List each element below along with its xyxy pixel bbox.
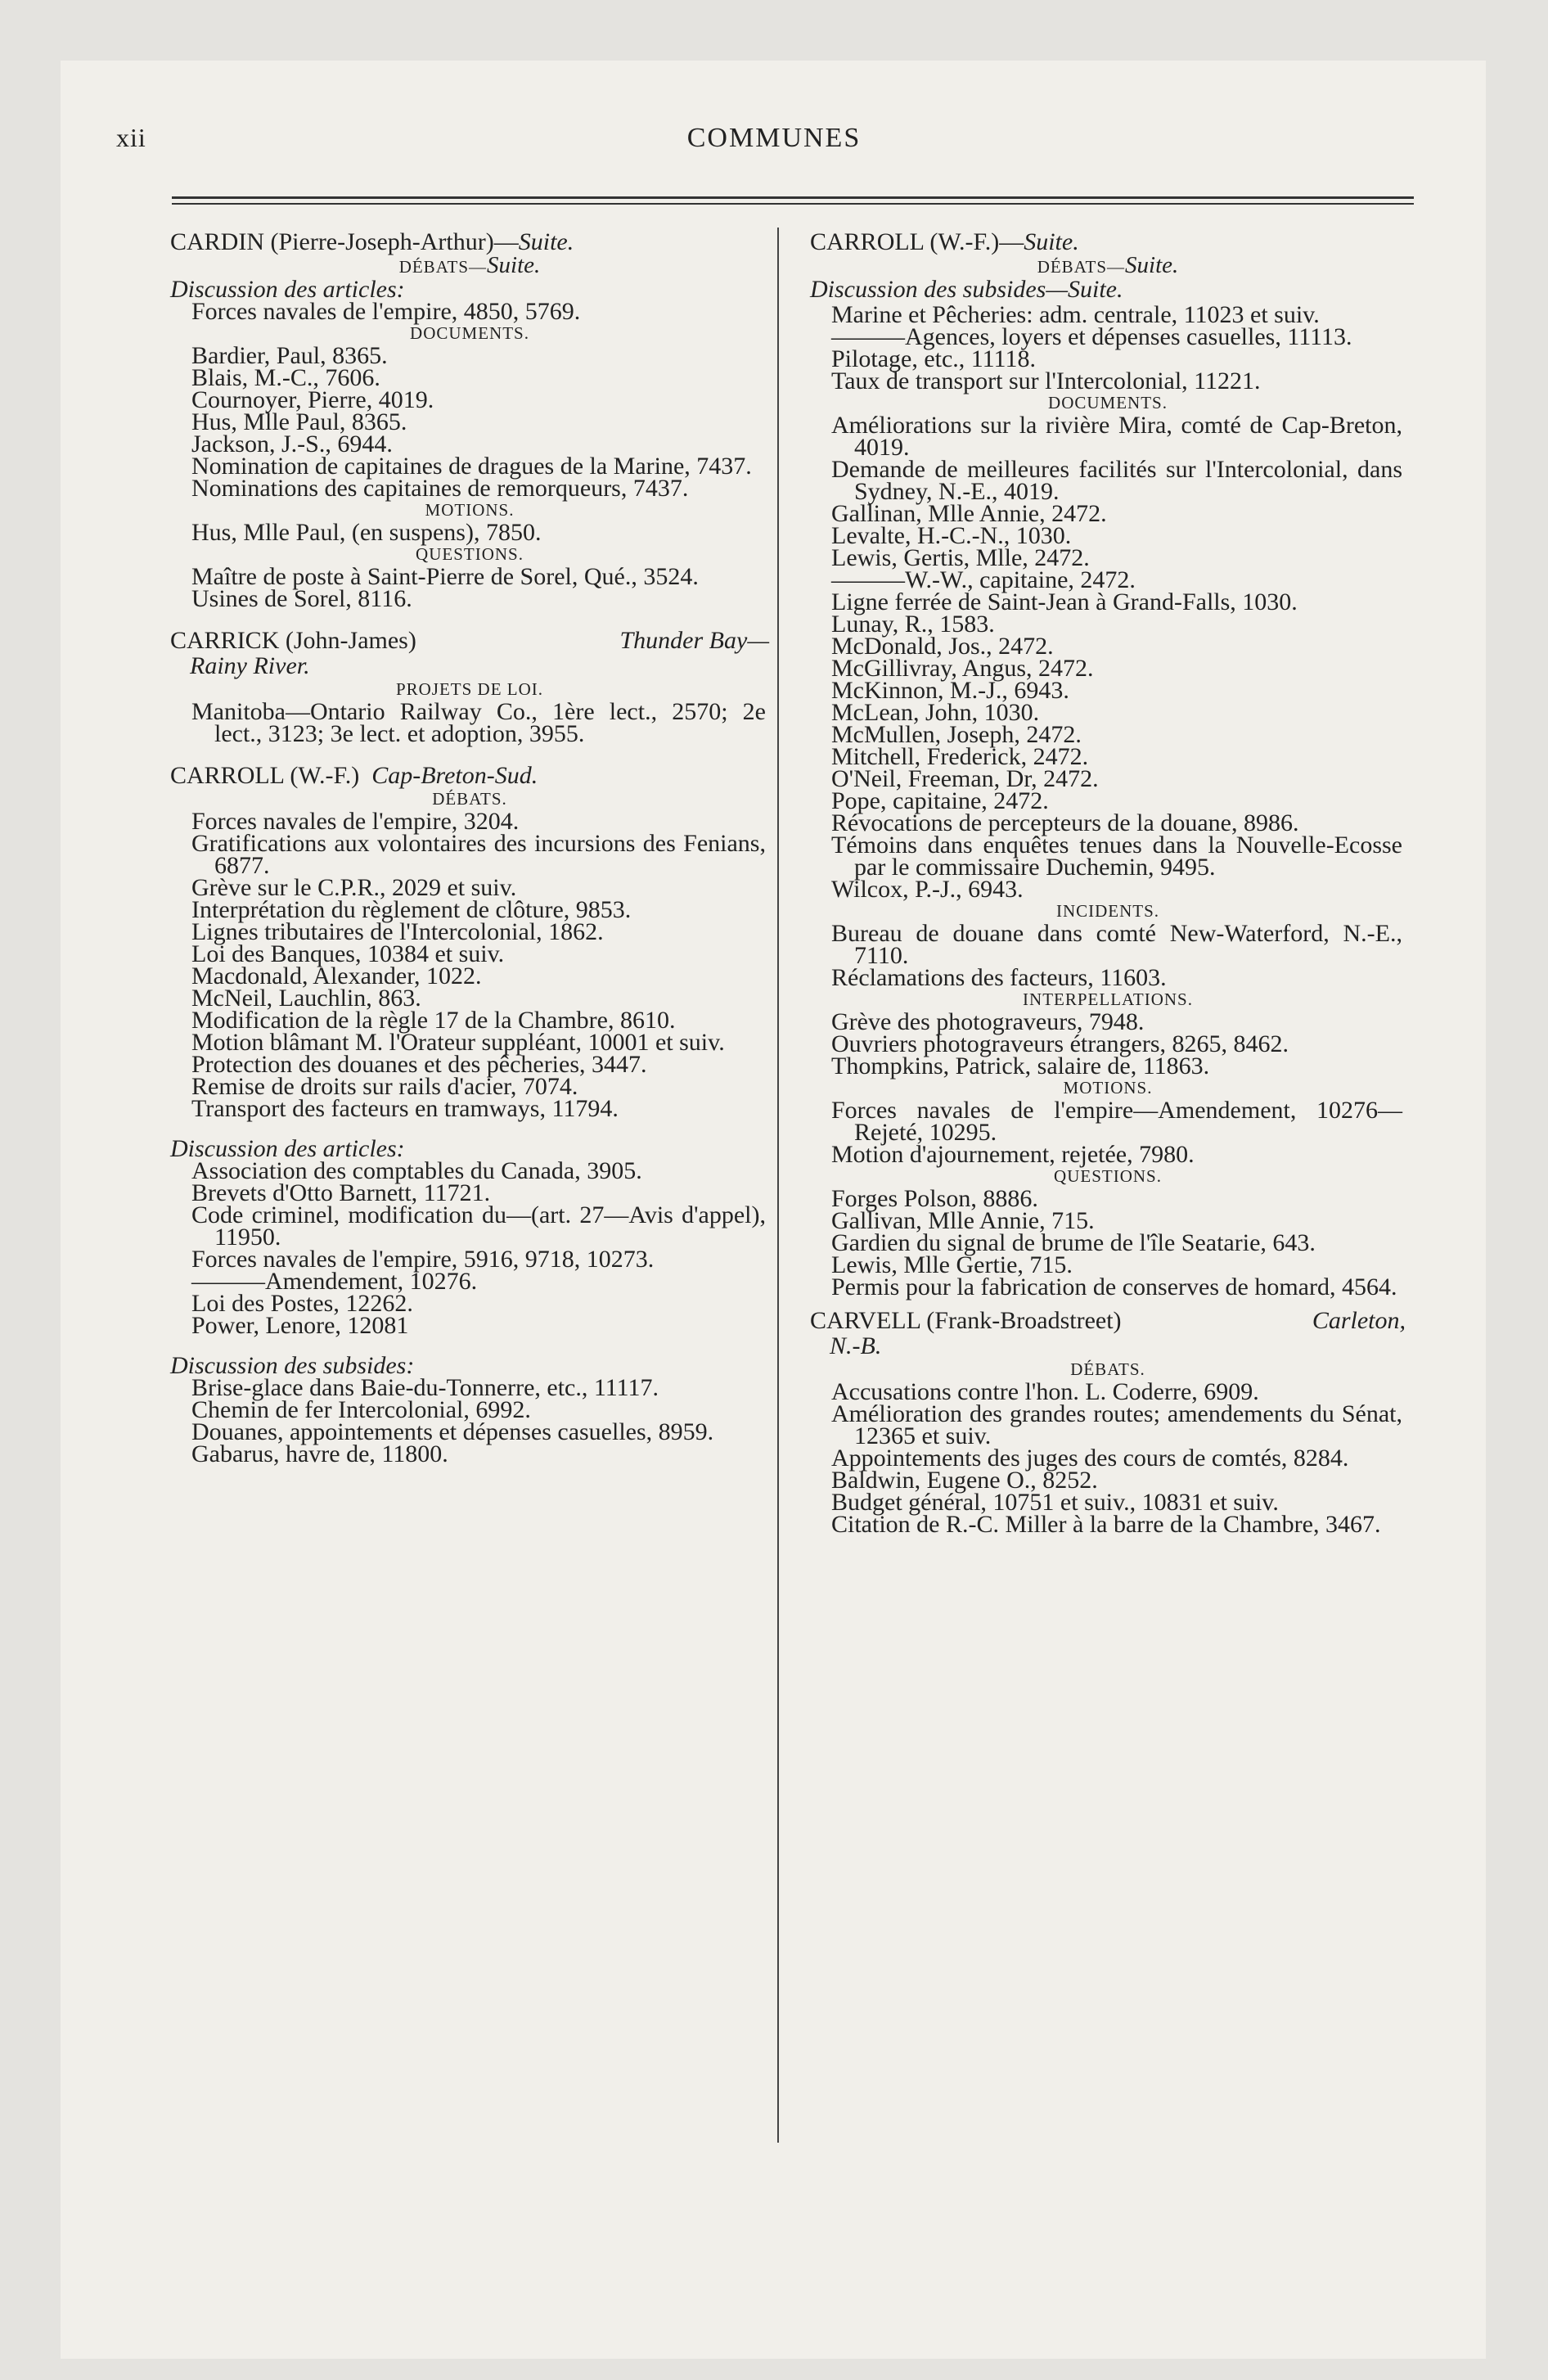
list-item: Demande de meilleures facilités sur l'Intercolonial, dans Sydney, N.-E., 4019. [831,456,1402,505]
entry-heading-carvell: CARVELL (Frank-Broadstreet) Carleton, N.-B. [810,1307,1406,1359]
list-item: Manitoba—Ontario Railway Co., 1ère lect., 2570; 2e lect., 3123; 3e lect. et adoption, 3955. [191,698,766,747]
section-questions: QUESTIONS. [416,544,524,564]
list-item: Hus, Mlle Paul, (en suspens), 7850. [191,519,542,546]
list-item: Motion blâmant M. l'Orateur suppléant, 10001 et suiv. [191,1029,725,1056]
list-item: Transport des facteurs en tramways, 11794. [191,1095,619,1122]
list-item: Citation de R.-C. Miller à la barre de la Chambre, 3467. [831,1511,1381,1538]
list-item: Forges Polson, 8886. [831,1185,1038,1212]
running-title: COMMUNES [686,123,862,153]
section-motions: MOTIONS. [425,500,515,520]
list-item: Wilcox, P.-J., 6943. [831,876,1024,903]
list-item: Bardier, Paul, 8365. [191,342,388,369]
list-item: Ligne ferrée de Saint-Jean à Grand-Falls, 1030. [831,588,1298,615]
section-questions: QUESTIONS. [1054,1166,1162,1186]
motions-list [810,1097,1406,1168]
list-item: McDonald, Jos., 2472. [831,633,1054,660]
list-item: Association des comptables du Canada, 3905. [191,1157,642,1184]
list-item: Chemin de fer Intercolonial, 6992. [191,1396,531,1423]
subsides-list [170,1374,769,1467]
left-column [170,229,769,1465]
subheading-discussion-subsides: Discussion des subsides—Suite. [810,276,1123,303]
interpellations-list [810,1008,1406,1080]
list-item: Budget général, 10751 et suiv., 10831 et suiv. [831,1489,1279,1516]
list-item: Grève sur le C.P.R., 2029 et suiv. [191,874,517,901]
list-item: McLean, John, 1030. [831,699,1040,726]
questions-list [170,563,769,612]
list-item: Lunay, R., 1583. [831,611,995,638]
list-item: Forces navales de l'empire, 4850, 5769. [191,298,581,325]
list-item: McGillivray, Angus, 2472. [831,655,1094,682]
list-item: Brevets d'Otto Barnett, 11721. [191,1179,491,1206]
list-item: McNeil, Lauchlin, 863. [191,985,421,1012]
documents-list [170,342,769,502]
list-item: Usines de Sorel, 8116. [191,585,412,612]
list-item: Forces navales de l'empire, 5916, 9718, 10273. [191,1246,655,1273]
list-item: Amélioration des grandes routes; amendements du Sénat, 12365 et suiv. [831,1400,1402,1449]
list-item: Forces navales de l'empire, 3204. [191,808,520,835]
entry-heading-carroll-suite: CARROLL (W.-F.)—Suite. [810,228,1079,255]
list-item: Maître de poste à Saint-Pierre de Sorel, Qué., 3524. [191,563,699,590]
list-item: McMullen, Joseph, 2472. [831,721,1082,748]
section-documents: DOCUMENTS. [410,323,529,343]
right-column [810,228,1406,1538]
list-item: Hus, Mlle Paul, 8365. [191,408,407,435]
debats-list [170,810,769,1120]
list-item: Baldwin, Eugene O., 8252. [831,1467,1098,1494]
list-item: Révocations de percepteurs de la douane, 8986. [831,809,1299,836]
debats-list [810,1378,1406,1538]
projets-list [170,698,769,747]
list-item: Loi des Postes, 12262. [191,1290,413,1317]
page-number: xii [116,123,146,152]
list-item: Blais, M.-C., 7606. [191,364,380,391]
motions-list [170,519,769,546]
entry-heading-carrick: CARRICK (John-James) Thunder Bay— Rainy River. [170,627,769,679]
list-item: Jackson, J.-S., 6944. [191,430,393,458]
subheading-discussion-articles: Discussion des articles: [170,1135,405,1162]
list-item: Modification de la règle 17 de la Chambre, 8610. [191,1007,676,1034]
section-debats-suite: DÉBATS—Suite. [1037,252,1179,278]
list-item: Code criminel, modification du—(art. 27—Avis d'appel), 11950. [191,1201,766,1251]
entry-heading-cardin: CARDIN (Pierre-Joseph-Arthur)—Suite. [170,228,574,255]
questions-list [810,1185,1406,1300]
list-item: Mitchell, Frederick, 2472. [831,743,1089,770]
list-item: O'Neil, Freeman, Dr, 2472. [831,765,1099,792]
section-incidents: INCIDENTS. [1055,901,1160,921]
list-item: Motion d'ajournement, rejetée, 7980. [831,1141,1195,1168]
list-item: Gratifications aux volontaires des incursions des Fenians, 6877. [191,830,766,879]
list-item: Réclamations des facteurs, 11603. [831,964,1167,991]
section-motions: MOTIONS. [1063,1078,1153,1098]
list-item: Interprétation du règlement de clôture, 9853. [191,896,632,923]
incidents-list [810,922,1406,989]
list-item: Bureau de douane dans comté New-Waterford, N.-E., 7110. [831,920,1402,969]
list-item: Ouvriers photograveurs étrangers, 8265, 8462. [831,1030,1289,1057]
list-item: Cournoyer, Pierre, 4019. [191,386,434,413]
list-item: Accusations contre l'hon. L. Coderre, 6909. [831,1378,1259,1405]
list-item: Lignes tributaires de l'Intercolonial, 1862. [191,918,604,945]
list-item: Douanes, appointements et dépenses casuelles, 8959. [191,1418,714,1445]
section-interpellations: INTERPELLATIONS. [1023,989,1193,1009]
list-item: Grève des photograveurs, 7948. [831,1008,1145,1035]
list-item: Témoins dans enquêtes tenues dans la Nouvelle-Ecosse par le commissaire Duchemin, 9495. [831,832,1402,881]
column-divider [777,228,779,2143]
list-item: Appointements des juges des cours de comtés, 8284. [831,1445,1349,1472]
list-item: Gallinan, Mlle Annie, 2472. [831,500,1107,527]
list-item: Lewis, Mlle Gertie, 715. [831,1251,1073,1278]
list-item: Pope, capitaine, 2472. [831,787,1049,814]
section-debats-suite: DÉBATS—Suite. [398,252,541,278]
section-debats: DÉBATS. [432,789,507,809]
articles-list [170,1157,769,1339]
list-item: Gardien du signal de brume de l'île Seatarie, 643. [831,1229,1316,1256]
list-item: ———Amendement, 10276. [191,1268,478,1295]
list-item: Améliorations sur la rivière Mira, comté de Cap-Breton, 4019. [831,412,1402,461]
list-item: Loi des Banques, 10384 et suiv. [191,940,505,967]
list-item: Gabarus, havre de, 11800. [191,1440,448,1467]
list-item: Nominations des capitaines de remorqueurs, 7437. [191,475,689,502]
section-debats: DÉBATS. [1070,1359,1145,1379]
list-item: Macdonald, Alexander, 1022. [191,962,482,989]
subheading-discussion-articles: Discussion des articles: [170,276,405,303]
list-item: Levalte, H.-C.-N., 1030. [831,522,1072,549]
list-item: McKinnon, M.-J., 6943. [831,677,1069,704]
list-item: Thompkins, Patrick, salaire de, 11863. [831,1053,1210,1080]
list-item: Marine et Pêcheries: adm. centrale, 11023 et suiv. [831,301,1320,328]
header-rule-bottom [172,203,1414,205]
list-item: Gallivan, Mlle Annie, 715. [831,1207,1095,1234]
subheading-discussion-subsides: Discussion des subsides: [170,1352,415,1379]
list-item: ———W.-W., capitaine, 2472. [831,566,1136,593]
entry-heading-carroll: CARROLL (W.-F.) Cap-Breton-Sud. [170,762,538,789]
list-item: Forces navales de l'empire—Amendement, 10276—Rejeté, 10295. [831,1097,1402,1146]
list-item: Lewis, Gertis, Mlle, 2472. [831,544,1090,571]
list-item: Brise-glace dans Baie-du-Tonnerre, etc., 11117. [191,1374,659,1401]
header-rule-top [172,196,1414,199]
documents-list [810,412,1406,903]
list-item: Remise de droits sur rails d'acier, 7074. [191,1073,578,1100]
list-item: Pilotage, etc., 11118. [831,345,1036,372]
list-item: Power, Lenore, 12081 [191,1312,409,1339]
section-documents: DOCUMENTS. [1048,393,1168,412]
section-projets-de-loi: PROJETS DE LOI. [395,679,544,699]
list-item: Taux de transport sur l'Intercolonial, 11221. [831,367,1261,394]
subsides-list [810,301,1406,394]
list-item: Permis pour la fabrication de conserves de homard, 4564. [831,1273,1397,1300]
list-item: Nomination de capitaines de dragues de la Marine, 7437. [191,453,752,480]
list-item: Protection des douanes et des pêcheries, 3447. [191,1051,647,1078]
list-item: ———Agences, loyers et dépenses casuelles, 11113. [831,323,1352,350]
